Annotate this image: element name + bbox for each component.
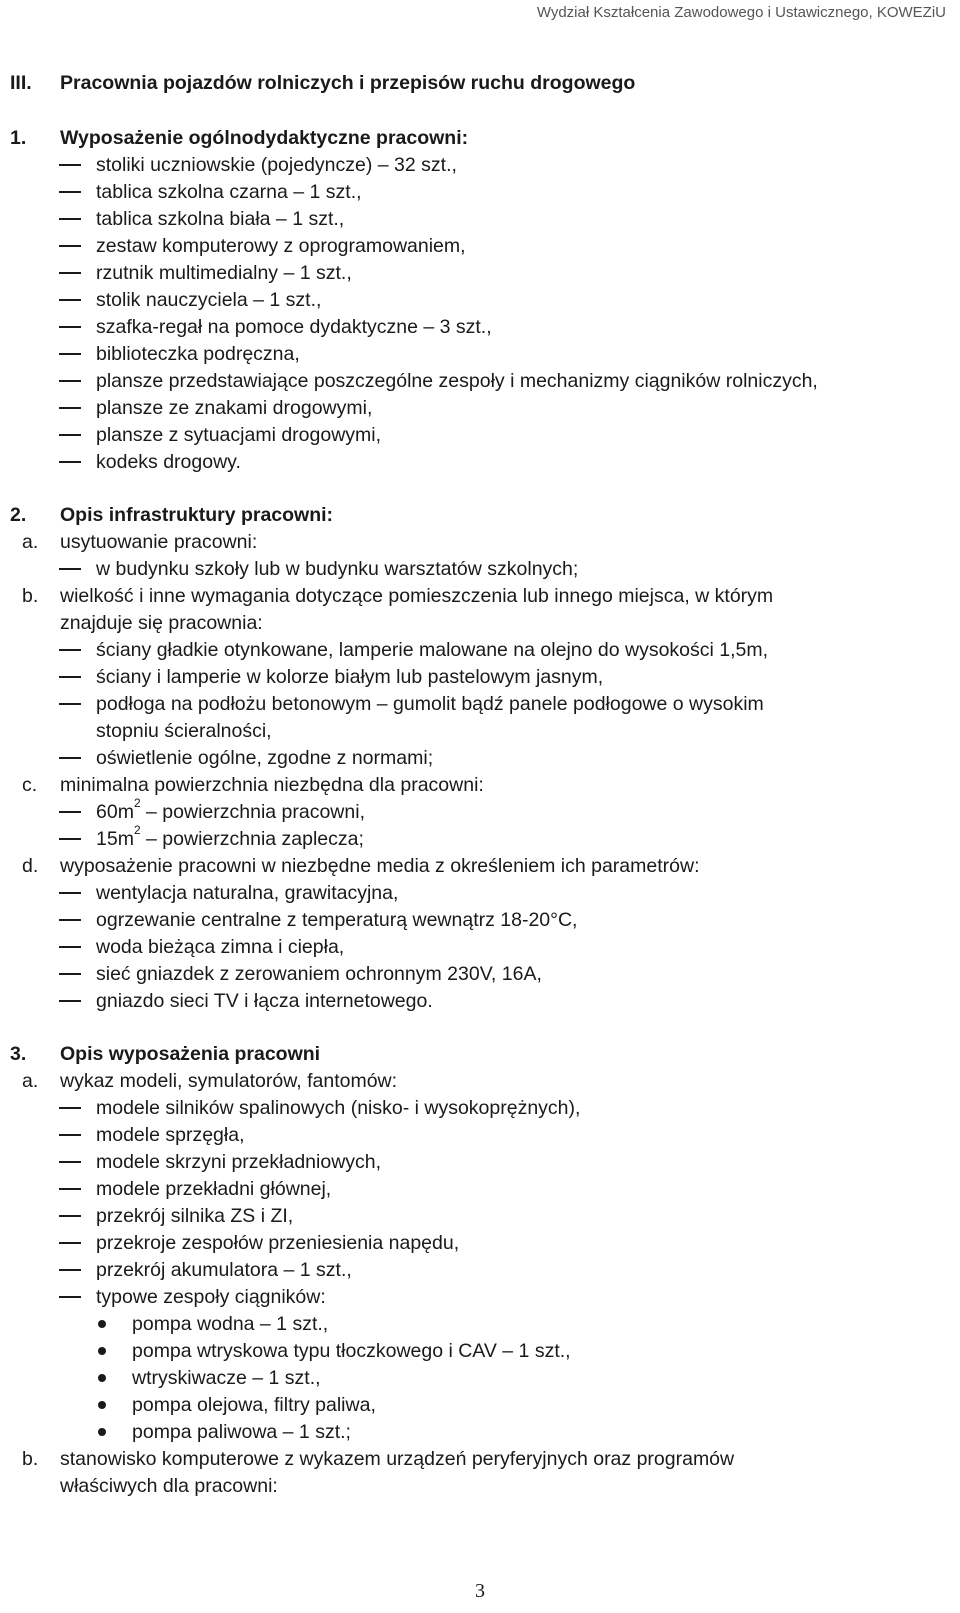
dash-icon — [59, 299, 81, 301]
list-item — [0, 636, 960, 664]
list-item — [0, 1229, 960, 1257]
dash-icon — [59, 1242, 81, 1244]
item-text: usytuowanie pracowni: — [60, 531, 258, 553]
item-text: wielkość i inne wymagania dotyczące pomieszczenia lub innego miejsca, w którym — [60, 585, 774, 607]
list-item-text: biblioteczka podręczna, — [96, 343, 300, 365]
list-item — [0, 1121, 960, 1149]
list-item-text: stopniu ścieralności, — [96, 720, 272, 742]
section-number: III. — [10, 72, 32, 94]
dash-icon — [59, 973, 81, 975]
list-item-text: woda bieżąca zimna i ciepła, — [96, 936, 345, 958]
bullet-item — [0, 1337, 960, 1365]
section-heading — [0, 69, 960, 97]
list-item — [0, 340, 960, 368]
item-text: właściwych dla pracowni: — [60, 1475, 278, 1497]
list-item-text: modele silników spalinowych (nisko- i wysokoprężnych), — [96, 1097, 581, 1119]
list-item — [0, 394, 960, 422]
item-text: wykaz modeli, symulatorów, fantomów: — [60, 1070, 398, 1092]
bullet-icon — [98, 1401, 106, 1409]
item-letter: d. — [22, 855, 39, 877]
list-item — [0, 825, 960, 853]
list-item — [0, 663, 960, 691]
running-header: Wydział Kształcenia Zawodowego i Ustawicznego, KOWEZiU — [536, 4, 946, 21]
bullet-icon — [98, 1428, 106, 1436]
text-line — [0, 1472, 960, 1500]
list-item-text: przekrój akumulatora – 1 szt., — [96, 1259, 352, 1281]
bullet-icon — [98, 1374, 106, 1382]
list-item-text: oświetlenie ogólne, zgodne z normami; — [96, 747, 434, 769]
bullet-item — [0, 1364, 960, 1392]
list-item — [0, 313, 960, 341]
list-item-text: wentylacja naturalna, grawitacyjna, — [96, 882, 399, 904]
dash-icon — [59, 191, 81, 193]
bullet-item-text: pompa olejowa, filtry paliwa, — [132, 1394, 376, 1416]
dash-icon — [59, 1215, 81, 1217]
dash-icon — [59, 676, 81, 678]
list-item-text: modele skrzyni przekładniowych, — [96, 1151, 382, 1173]
dash-icon — [59, 1134, 81, 1136]
bullet-item-text: wtryskiwacze – 1 szt., — [132, 1367, 321, 1389]
list-item-text: zestaw komputerowy z oprogramowaniem, — [96, 235, 466, 257]
lettered-item-d — [0, 852, 960, 880]
dash-icon — [59, 757, 81, 759]
subsection-1-title: Wyposażenie ogólnodydaktyczne pracowni: — [60, 127, 469, 149]
item-letter: a. — [22, 1070, 39, 1092]
list-item-text: ściany i lamperie w kolorze białym lub pastelowym jasnym, — [96, 666, 604, 688]
list-item-text: gniazdo sieci TV i łącza internetowego. — [96, 990, 433, 1012]
list-item — [0, 798, 960, 826]
list-item — [0, 1175, 960, 1203]
list-item — [0, 178, 960, 206]
dash-icon — [59, 703, 81, 705]
subsection-3-heading — [0, 1040, 960, 1068]
dash-icon — [59, 649, 81, 651]
item-text: stanowisko komputerowe z wykazem urządzeń peryferyjnych oraz programów — [60, 1448, 735, 1470]
list-item-text: modele sprzęgła, — [96, 1124, 245, 1146]
list-item — [0, 933, 960, 961]
list-item — [0, 555, 960, 583]
dash-icon — [59, 461, 81, 463]
list-item-text: przekrój silnika ZS i ZI, — [96, 1205, 294, 1227]
list-item — [0, 690, 960, 718]
bullet-icon — [98, 1347, 106, 1355]
dash-icon — [59, 380, 81, 382]
subsection-1-number: 1. — [10, 127, 27, 149]
bullet-item — [0, 1418, 960, 1446]
list-item-text: przekroje zespołów przeniesienia napędu, — [96, 1232, 460, 1254]
item-letter: b. — [22, 1448, 39, 1470]
section-title: Pracownia pojazdów rolniczych i przepisów ruchu drogowego — [60, 72, 636, 94]
dash-icon — [59, 164, 81, 166]
list-item — [0, 151, 960, 179]
item-letter: b. — [22, 585, 39, 607]
subsection-2-heading — [0, 501, 960, 529]
lettered-item-a — [0, 528, 960, 556]
list-item — [0, 205, 960, 233]
list-item — [0, 1256, 960, 1284]
list-item-text: $15m^2$ – powierzchnia zaplecza; — [96, 823, 364, 850]
list-item-text: plansze przedstawiające poszczególne zespoły i mechanizmy ciągników rolniczych, — [96, 370, 818, 392]
list-item-text: szafka-regał na pomoce dydaktyczne – 3 szt., — [96, 316, 492, 338]
lettered-item-a — [0, 1067, 960, 1095]
text-line — [0, 717, 960, 745]
dash-icon — [59, 326, 81, 328]
dash-icon — [59, 568, 81, 570]
list-item-text: sieć gniazdek z zerowaniem ochronnym 230V, 16A, — [96, 963, 542, 985]
bullet-item-text: pompa wtryskowa typu tłoczkowego i CAV – 1 szt., — [132, 1340, 571, 1362]
dash-icon — [59, 892, 81, 894]
bullet-item-text: pompa wodna – 1 szt., — [132, 1313, 329, 1335]
list-item — [0, 367, 960, 395]
list-item-text: modele przekładni głównej, — [96, 1178, 332, 1200]
list-item — [0, 286, 960, 314]
dash-icon — [59, 946, 81, 948]
lettered-item-b — [0, 1445, 960, 1473]
list-item — [0, 879, 960, 907]
item-text: znajduje się pracownia: — [60, 612, 263, 634]
bullet-item — [0, 1391, 960, 1419]
dash-icon — [59, 1000, 81, 1002]
list-item — [0, 232, 960, 260]
list-item-text: w budynku szkoły lub w budynku warsztatów szkolnych; — [96, 558, 579, 580]
list-item — [0, 960, 960, 988]
list-item-text: tablica szkolna biała – 1 szt., — [96, 208, 345, 230]
page-number: 3 — [475, 1580, 485, 1602]
bullet-icon — [98, 1320, 106, 1328]
list-item-text: stolik nauczyciela – 1 szt., — [96, 289, 322, 311]
list-item-text: plansze ze znakami drogowymi, — [96, 397, 373, 419]
bullet-item-text: pompa paliwowa – 1 szt.; — [132, 1421, 351, 1443]
lettered-item-c — [0, 771, 960, 799]
list-item — [0, 987, 960, 1015]
subsection-2-title: Opis infrastruktury pracowni: — [60, 504, 334, 526]
dash-icon — [59, 1296, 81, 1298]
list-item-text: typowe zespoły ciągników: — [96, 1286, 326, 1308]
list-item — [0, 421, 960, 449]
list-item-text: stoliki uczniowskie (pojedyncze) – 32 szt., — [96, 154, 457, 176]
item-text: minimalna powierzchnia niezbędna dla pracowni: — [60, 774, 484, 796]
subsection-1-heading — [0, 124, 960, 152]
list-item-text: ściany gładkie otynkowane, lamperie malowane na olejno do wysokości 1,5m, — [96, 639, 769, 661]
list-item — [0, 1148, 960, 1176]
item-letter: a. — [22, 531, 39, 553]
dash-icon — [59, 838, 81, 840]
lettered-item-b — [0, 582, 960, 610]
dash-icon — [59, 919, 81, 921]
list-item — [0, 1094, 960, 1122]
dash-icon — [59, 218, 81, 220]
list-item-text: ogrzewanie centralne z temperaturą wewnątrz 18-20°C, — [96, 909, 578, 931]
text-line — [0, 609, 960, 637]
dash-icon — [59, 1161, 81, 1163]
subsection-3-number: 3. — [10, 1043, 27, 1065]
list-item — [0, 906, 960, 934]
subsection-2-number: 2. — [10, 504, 27, 526]
dash-icon — [59, 407, 81, 409]
list-item-text: $60m^2$ – powierzchnia pracowni, — [96, 796, 365, 823]
dash-icon — [59, 272, 81, 274]
dash-icon — [59, 245, 81, 247]
bullet-item — [0, 1310, 960, 1338]
dash-icon — [59, 1107, 81, 1109]
list-item-text: plansze z sytuacjami drogowymi, — [96, 424, 382, 446]
dash-icon — [59, 1269, 81, 1271]
dash-icon — [59, 1188, 81, 1190]
list-item — [0, 259, 960, 287]
list-item-text: tablica szkolna czarna – 1 szt., — [96, 181, 362, 203]
list-item — [0, 448, 960, 476]
list-item-text: podłoga na podłożu betonowym – gumolit bądź panele podłogowe o wysokim — [96, 693, 764, 715]
item-letter: c. — [22, 774, 38, 796]
dash-icon — [59, 811, 81, 813]
subsection-3-title: Opis wyposażenia pracowni — [60, 1043, 321, 1065]
list-item-text: kodeks drogowy. — [96, 451, 241, 473]
list-item — [0, 1283, 960, 1311]
dash-icon — [59, 353, 81, 355]
list-item — [0, 744, 960, 772]
dash-icon — [59, 434, 81, 436]
list-item — [0, 1202, 960, 1230]
item-text: wyposażenie pracowni w niezbędne media z określeniem ich parametrów: — [60, 855, 700, 877]
list-item-text: rzutnik multimedialny – 1 szt., — [96, 262, 352, 284]
